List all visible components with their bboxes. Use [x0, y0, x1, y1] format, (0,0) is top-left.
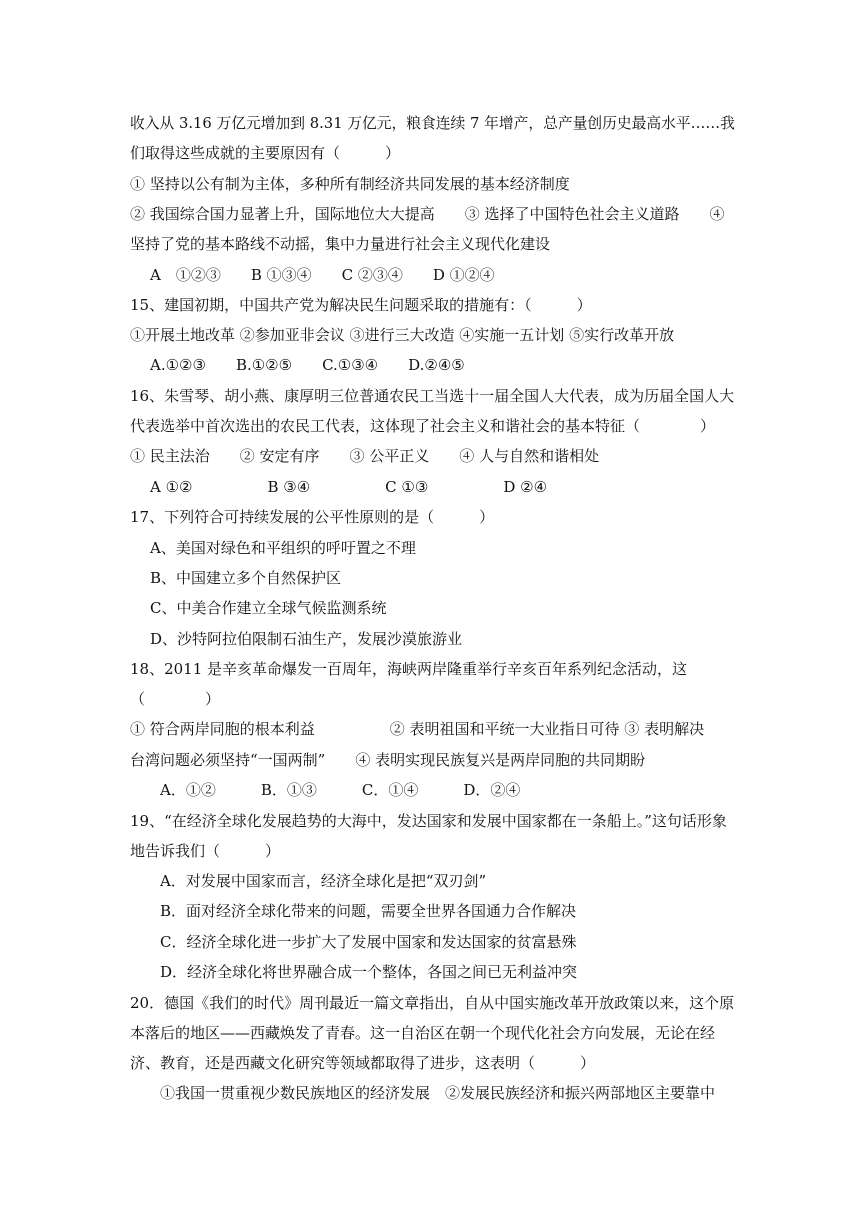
question-19-stem-line-2: 地告诉我们（ ）	[130, 842, 281, 860]
question-18-stem-line-1: 18、2011 是辛亥革命爆发一百周年，海峡两岸隆重举行辛亥百年系列纪念活动，这	[130, 660, 688, 678]
question-16-options: A ①② B ③④ C ①③ D ②④	[150, 478, 548, 496]
question-20-statements: ①我国一贯重视少数民族地区的经济发展 ②发展民族经济和振兴两部地区主要靠中	[160, 1084, 716, 1102]
question-15-stem: 15、建国初期，中国共产党为解决民生问题采取的措施有：（ ）	[130, 296, 592, 314]
question-19-option-b: B．面对经济全球化带来的问题，需要全世界各国通力合作解决	[160, 902, 577, 920]
question-17-option-a: A、美国对绿色和平组织的呼吁置之不理	[150, 539, 416, 557]
question-14-stem-line-1: 收入从 3.16 万亿元增加到 8.31 万亿元，粮食连续 7 年增产，总产量创历史最高水平……我	[130, 114, 735, 132]
question-17-stem: 17、下列符合可持续发展的公平性原则的是（ ）	[130, 508, 495, 526]
question-18-statements-1-3: ① 符合两岸同胞的根本利益 ② 表明祖国和平统一大业指日可待 ③ 表明解决	[130, 720, 705, 738]
question-16-statements: ① 民主法治 ② 安定有序 ③ 公平正义 ④ 人与自然和谐相处	[130, 447, 600, 465]
question-15-statements: ①开展土地改革 ②参加亚非会议 ③进行三大改造 ④实施一五计划 ⑤实行改革开放	[130, 326, 675, 344]
question-17-option-d: D、沙特阿拉伯限制石油生产，发展沙漠旅游业	[150, 630, 463, 648]
question-20-stem-line-1: 20．德国《我们的时代》周刊最近一篇文章指出，自从中国实施改革开放政策以来，这个原	[130, 994, 735, 1012]
question-15-options: A.①②③ B.①②⑤ C.①③④ D.②④⑤	[150, 356, 465, 374]
question-18-options: A．①② B．①③ C．①④ D．②④	[160, 781, 521, 799]
question-20-stem-line-2: 本落后的地区——西藏焕发了青春。这一自治区在朝一个现代化社会方向发展，无论在经	[130, 1024, 716, 1042]
question-17-option-c: C、中美合作建立全球气候监测系统	[150, 599, 387, 617]
question-18-statements-3-4: 台湾问题必须坚持“一国两制” ④ 表明实现民族复兴是两岸同胞的共同期盼	[130, 751, 646, 769]
question-14-statement-4-cont: 坚持了党的基本路线不动摇，集中力量进行社会主义现代化建设	[130, 235, 551, 253]
question-17-option-b: B、中国建立多个自然保护区	[150, 569, 342, 587]
question-14-statements-2-4: ② 我国综合国力显著上升，国际地位大大提高 ③ 选择了中国特色社会主义道路 ④	[130, 205, 725, 223]
question-14-options: A ①②③ B ①③④ C ②③④ D ①②④	[150, 266, 495, 284]
question-16-stem-line-1: 16、朱雪琴、胡小燕、康厚明三位普通农民工当选十一届全国人大代表，成为历届全国人大	[130, 387, 735, 405]
question-19-stem-line-1: 19、“在经济全球化发展趋势的大海中，发达国家和发展中国家都在一条船上。”这句话形象	[130, 812, 727, 830]
question-20-stem-line-3: 济、教育，还是西藏文化研究等领域都取得了进步，这表明（ ）	[130, 1054, 596, 1072]
question-19-option-a: A．对发展中国家而言，经济全球化是把“双刃剑”	[160, 872, 487, 890]
question-14-statement-1: ① 坚持以公有制为主体，多种所有制经济共同发展的基本经济制度	[130, 175, 570, 193]
question-14-stem-line-2: 们取得这些成就的主要原因有（ ）	[130, 144, 401, 162]
question-16-stem-line-2: 代表选举中首次选出的农民工代表，这体现了社会主义和谐社会的基本特征（ ）	[130, 417, 716, 435]
question-18-stem-line-2: （ ）	[130, 690, 221, 708]
question-19-option-c: C．经济全球化进一步扩大了发展中国家和发达国家的贫富悬殊	[160, 933, 577, 951]
question-19-option-d: D．经济全球化将世界融合成一个整体，各国之间已无利益冲突	[160, 963, 578, 981]
